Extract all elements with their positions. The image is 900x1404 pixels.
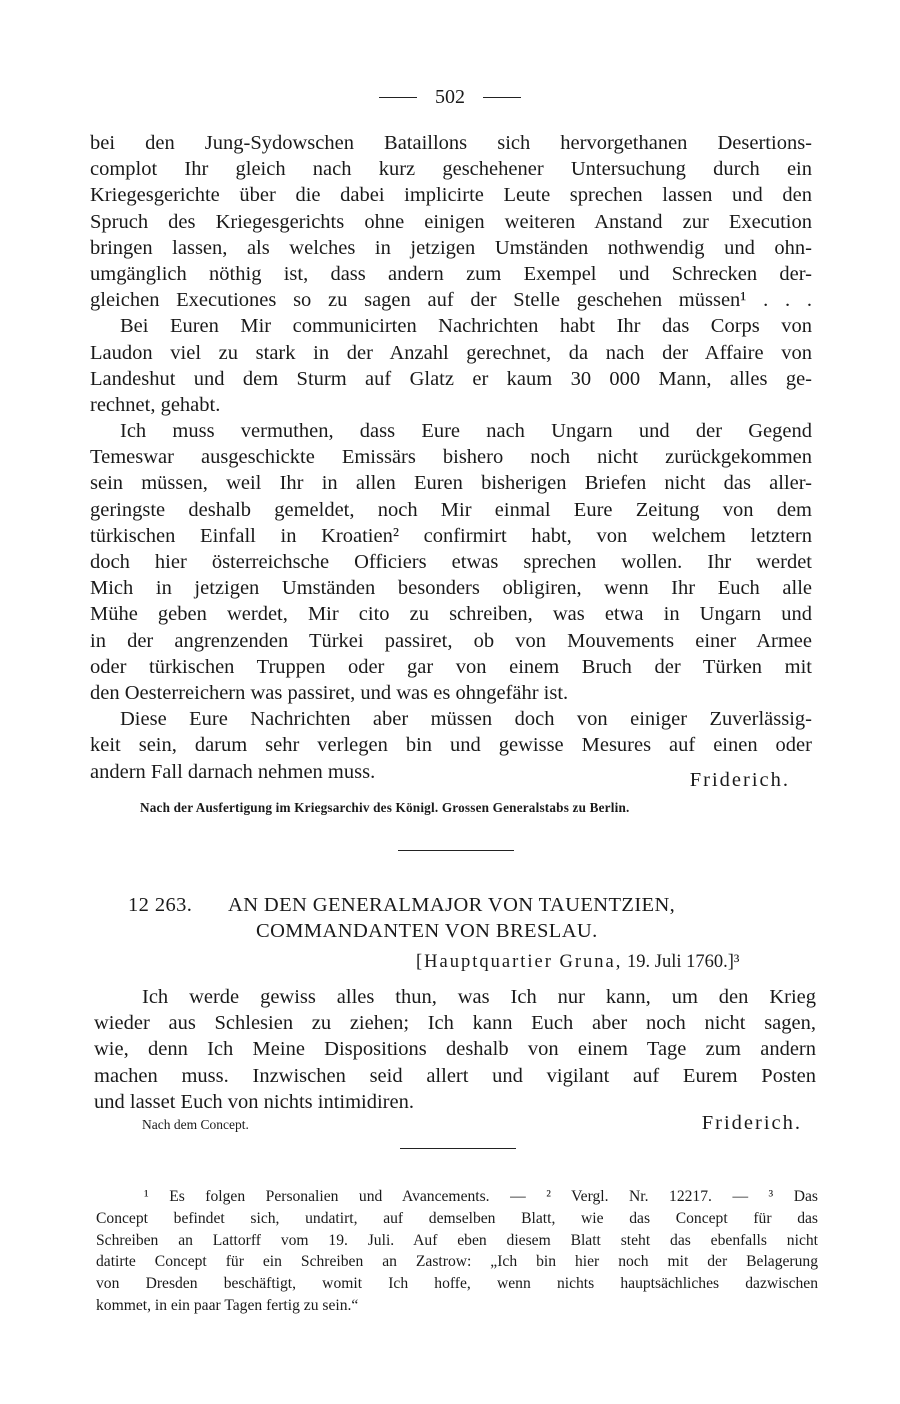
text-line: bei den Jung-Sydowschen Bataillons sich hervorgethanen Desertions-: [90, 132, 812, 154]
document-number: 12 263.: [128, 894, 193, 916]
footnote-line: Concept befindet sich, undatirt, auf demselben Blatt, wie das Concept für das: [96, 1209, 818, 1227]
text-line: sein müssen, weil Ihr in allen Euren bisherigen Briefen nicht das aller-: [90, 472, 812, 495]
letter-body: [94, 984, 816, 1115]
text-line: Diese Eure Nachrichten aber müssen doch von einiger Zuverlässig-: [120, 708, 812, 731]
text-line: umgänglich nöthig ist, dass andern zum Exempel und Schrecken der-: [90, 262, 812, 285]
footnote-line: Schreiben an Lattorff vom 19. Juli. Auf eben diesem Blatt steht das ebenfalls nicht: [96, 1231, 818, 1249]
signature: Friderich.: [689, 768, 790, 791]
text-line: doch hier österreichsche Officiers etwas sprechen wollen. Ihr werdet: [90, 551, 812, 573]
text-line: Temeswar ausgeschickte Emissärs bishero noch nicht zurückgekommen: [90, 446, 812, 469]
footnote-line: kommet, in ein paar Tagen fertig zu sein.“: [96, 1296, 359, 1314]
footnote-line: von Dresden beschäftigt, womit Ich hoffe, wenn nichts hauptsächliches dazwischen: [96, 1275, 818, 1293]
dateline-place: [Hauptquartier Gruna,: [416, 952, 623, 972]
continued-letter-body: [90, 130, 812, 791]
text-line: geringste deshalb gemeldet, noch Mir einmal Eure Zeitung von dem: [90, 498, 812, 521]
signature: Friderich.: [701, 1112, 802, 1134]
header-rule-right: [483, 97, 521, 98]
dateline: [416, 952, 739, 973]
text-line: wieder aus Schlesien zu ziehen; Ich kann Euch aber noch nicht sagen,: [94, 1012, 816, 1035]
section-divider: [398, 850, 514, 851]
text-line: machen muss. Inzwischen seid allert und vigilant auf Eurem Posten: [94, 1064, 816, 1087]
text-line: Mühe geben werdet, Mir cito zu schreiben, was etwa in Ungarn und: [90, 603, 812, 626]
letter-closing: [142, 1112, 802, 1135]
text-line: andern Fall darnach nehmen muss.: [90, 760, 376, 783]
text-line: Spruch des Kriegesgerichts ohne einigen weiteren Anstand zur Execution: [90, 210, 812, 233]
dateline-date: 19. Juli 1760.]³: [627, 952, 740, 972]
recipient-subtitle: COMMANDANTEN VON BRESLAU.: [256, 920, 598, 942]
text-line: bringen lassen, als welches in jetzigen Umständen nothwendig und ohn-: [90, 236, 812, 259]
archive-source-note: Nach der Ausfertigung im Kriegsarchiv des Königl. Grossen Generalstabs zu Berlin.: [140, 800, 630, 815]
text-line: Kriegesgerichte über die dabei implicirte Leute sprechen lassen und den: [90, 184, 812, 207]
footnote-line: datirte Concept für ein Schreiben an Zastrow: „Ich bin hier noch mit der Belagerung: [96, 1253, 818, 1271]
document-heading: [128, 892, 808, 944]
text-line: rechnet, gehabt.: [90, 393, 221, 416]
text-line: wie, denn Ich Meine Dispositions deshalb von einem Tage zum andern: [94, 1038, 816, 1061]
text-line: türkischen Einfall in Kroatien² confirmirt habt, von welchem letztern: [90, 524, 812, 547]
concept-source-note: Nach dem Concept.: [142, 1117, 249, 1132]
text-line: Ich werde gewiss alles thun, was Ich nur kann, um den Krieg: [142, 986, 816, 1008]
text-line: complot Ihr gleich nach kurz geschehener Untersuchung durch ein: [90, 158, 812, 181]
page-number: 502: [435, 86, 465, 108]
text-line: Mich in jetzigen Umständen besonders obligiren, wenn Ihr Euch alle: [90, 577, 812, 600]
text-line: Laudon viel zu stark in der Anzahl gerechnet, da nach der Affaire von: [90, 341, 812, 364]
text-line: und lasset Euch von nichts intimidiren.: [94, 1090, 414, 1113]
footnote-line: ¹ Es folgen Personalien und Avancements. — ² Vergl. Nr. 12217. — ³ Das: [144, 1188, 818, 1205]
text-line: den Oesterreichern was passiret, und was es ohngefähr ist.: [90, 681, 569, 704]
heading-line: [128, 892, 808, 918]
text-line: Bei Euren Mir communicirten Nachrichten habt Ihr das Corps von: [120, 315, 812, 338]
header-rule-left: [379, 97, 417, 98]
text-line: oder türkischen Truppen oder gar von einem Bruch der Türken mit: [90, 655, 812, 678]
text-line: in der angrenzenden Türkei passiret, ob von Mouvements einer Armee: [90, 629, 812, 652]
recipient-title: AN DEN GENERALMAJOR VON TAUENTZIEN,: [228, 894, 676, 916]
text-line: Ich muss vermuthen, dass Eure nach Ungarn und der Gegend: [120, 420, 812, 443]
text-line: keit sein, darum sehr verlegen bin und gewisse Mesures auf einen oder: [90, 734, 812, 757]
text-line: Landeshut und dem Sturm auf Glatz er kaum 30 000 Mann, alles ge-: [90, 367, 812, 390]
footnote-divider: [400, 1148, 516, 1149]
page-header: [0, 86, 900, 109]
footnotes: [96, 1186, 818, 1317]
closing-line: [90, 759, 812, 791]
text-line: gleichen Executiones so zu sagen auf der Stelle geschehen müssen¹ . . .: [90, 289, 812, 312]
